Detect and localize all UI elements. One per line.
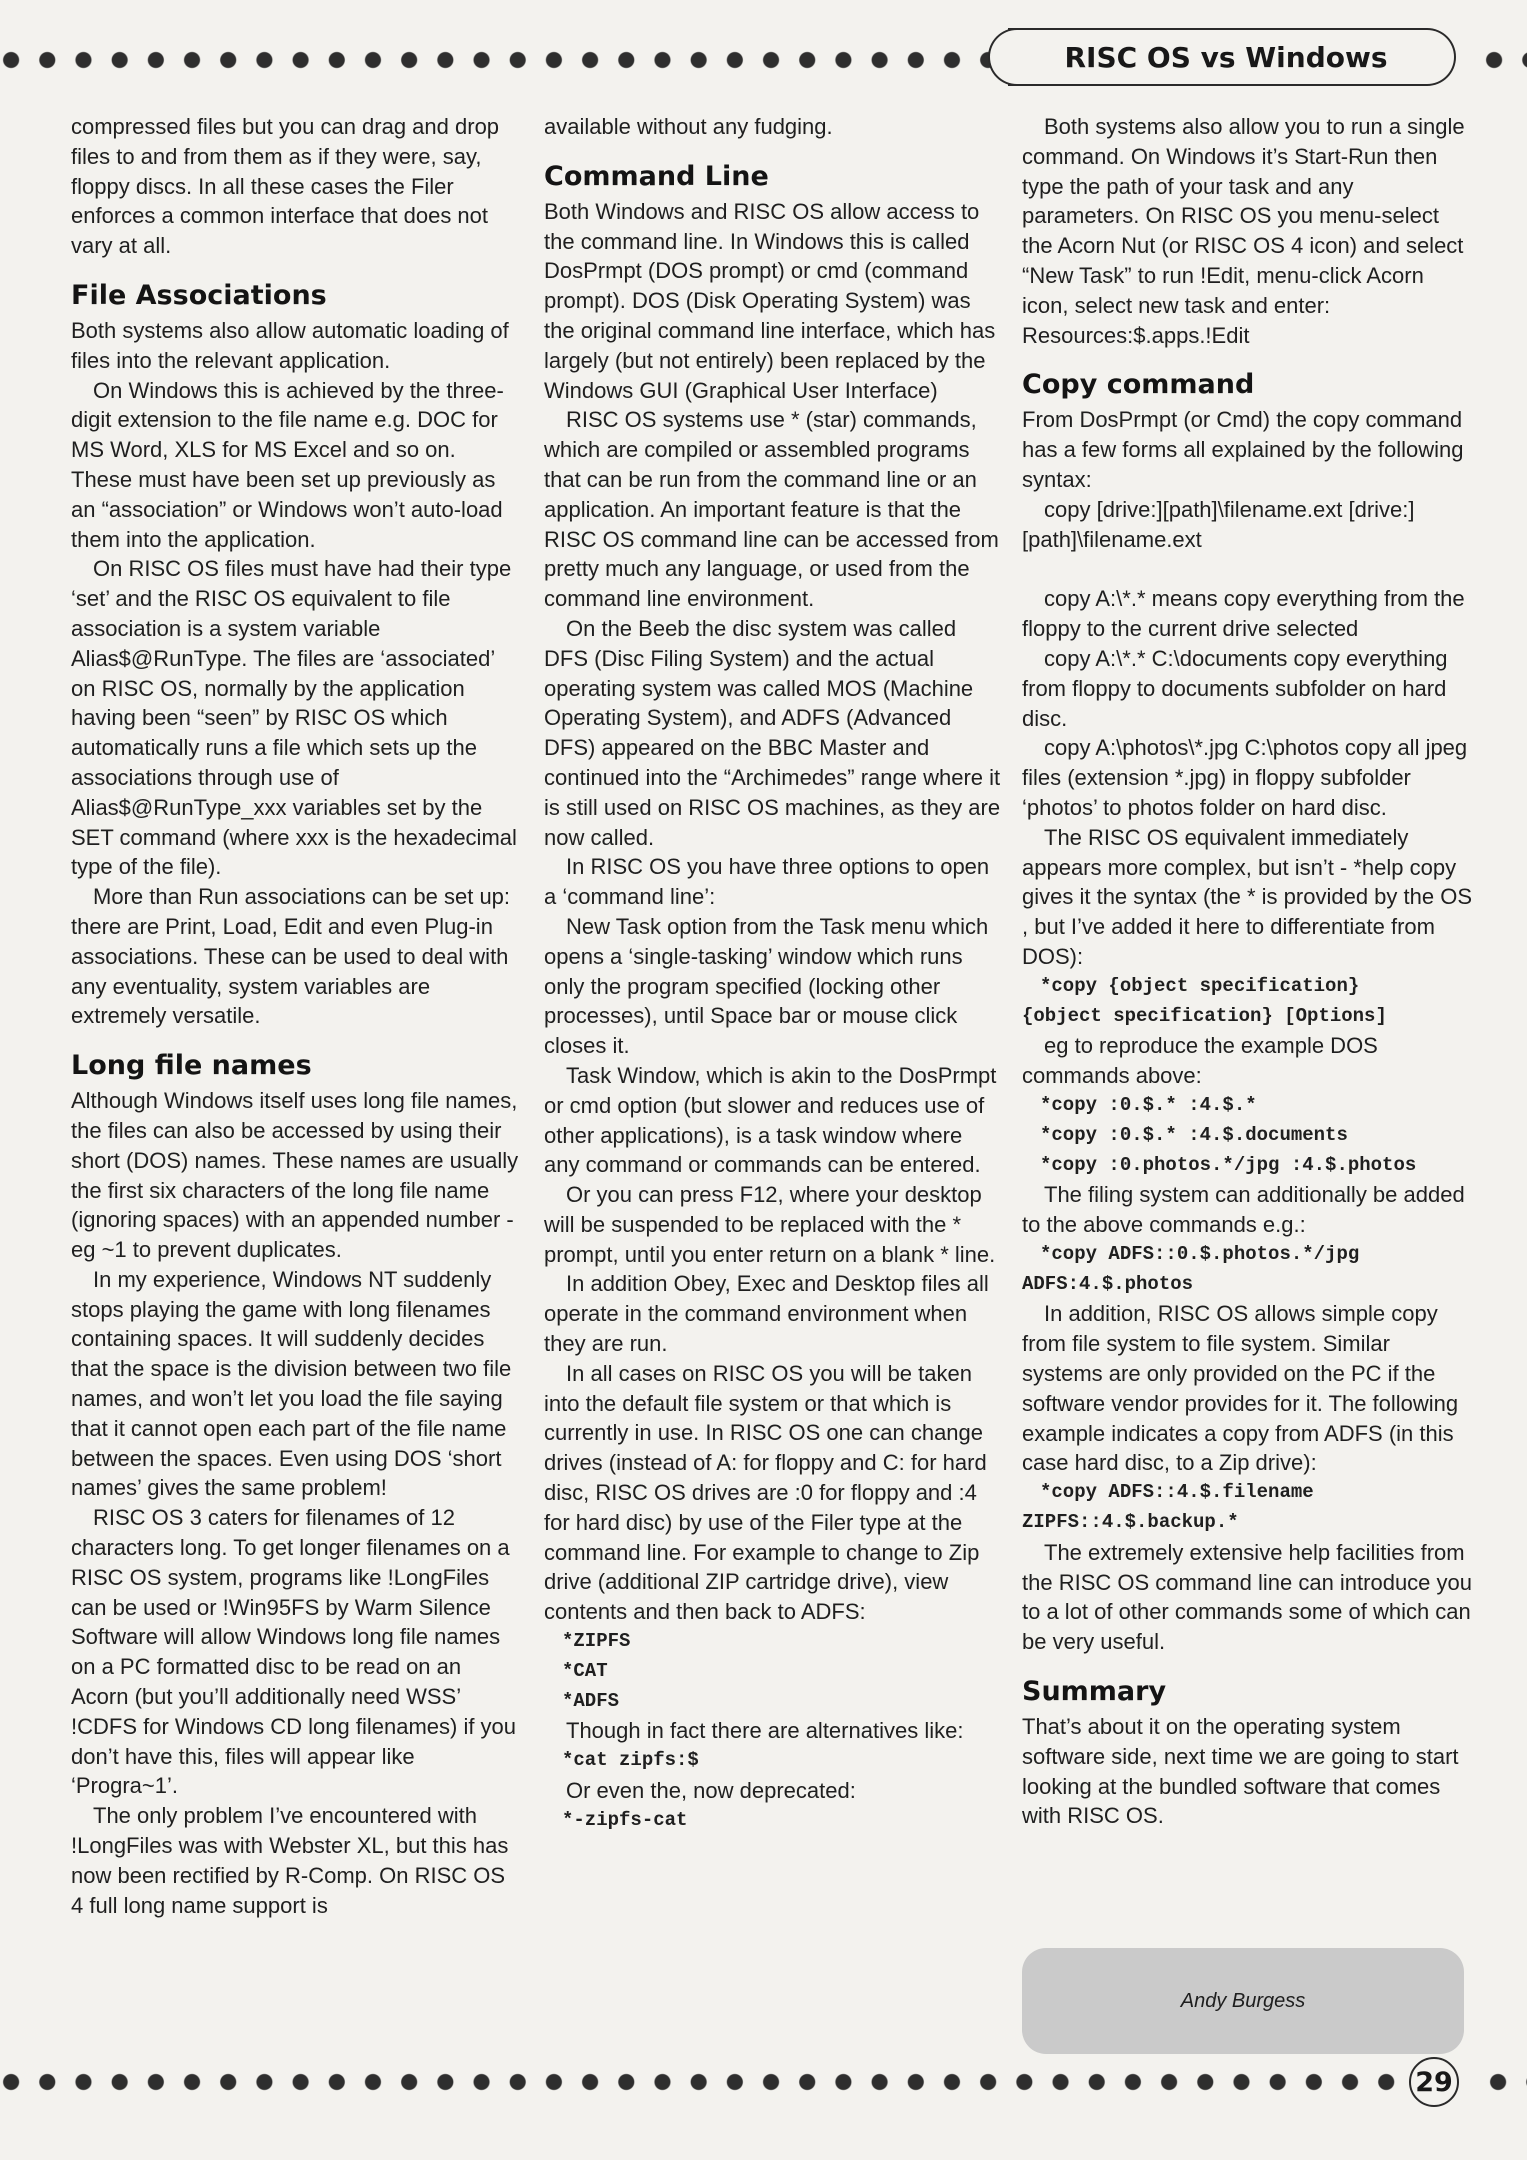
header-dot-rule-end [1472, 48, 1527, 72]
code-line: {object specification} [Options] [1022, 1004, 1387, 1027]
article-column-3 [1022, 112, 1472, 1831]
heading-copy-command: Copy command [1022, 369, 1255, 401]
paragraph: copy A:\*.* means copy everything from the floppy to the current drive selected [1022, 586, 1465, 642]
code-line: ADFS:4.$.photos [1022, 1272, 1194, 1295]
author-byline-box [1022, 1948, 1464, 2054]
code-line: *ADFS [562, 1689, 620, 1712]
paragraph: Although Windows itself uses long file names, the files can also be accessed by using their short (DOS) names. These names are usually the first six characters of the long file name (ignoring spaces) with an appended number - eg ~1 to prevent duplicates. [71, 1088, 519, 1263]
paragraph: available without any fudging. [544, 114, 833, 139]
footer-dot-rule-end [1476, 2070, 1527, 2094]
paragraph: On Windows this is achieved by the three-digit extension to the file name e.g. DOC for MS Word, XLS for MS Excel and so on. These must have been set up previously as an “association” or Windows won’t auto-load them into the application. [71, 377, 504, 552]
paragraph: In addition Obey, Exec and Desktop files all operate in the command environment when they are run. [544, 1271, 989, 1357]
heading-summary: Summary [1022, 1676, 1167, 1708]
code-line: *copy {object specification} [1040, 974, 1360, 997]
paragraph: Or even the, now deprecated: [566, 1778, 856, 1804]
paragraph: In my experience, Windows NT suddenly stops playing the game with long filenames containing spaces. It will suddenly decides that the space is the division between two file names, and won’t let you load the file saying that it cannot open each part of the file name between the spaces. Even using DOS ‘short names’ gives the same problem! [71, 1266, 512, 1501]
code-line: *copy :0.$.* :4.$.* [1040, 1093, 1257, 1116]
author-name: Andy Burgess [1180, 1989, 1306, 2012]
code-line: *cat zipfs:$ [562, 1749, 699, 1772]
paragraph: eg to reproduce the example DOS commands above: [1022, 1033, 1378, 1089]
paragraph: copy A:\photos\*.jpg C:\photos copy all jpeg files (extension *.jpg) in floppy subfolder ‘photos’ to photos folder on hard disc. [1022, 735, 1468, 820]
spacer [1022, 554, 1472, 584]
page-number: 29 [1415, 2066, 1453, 2098]
paragraph: The extremely extensive help facilities from the RISC OS command line can introduce you to a lot of other commands some of which can be very useful. [1022, 1539, 1473, 1655]
paragraph: Both systems also allow you to run a single command. On Windows it’s Start-Run then type the path of your task and any parameters. On RISC OS you menu-select the Acorn Nut (or RISC OS 4 icon) and select “New Task” to run !Edit, menu-click Acorn icon, select new task and enter: Resources:$.apps.!Edit [1022, 114, 1465, 348]
paragraph: The filing system can additionally be added to the above commands e.g.: [1022, 1182, 1465, 1238]
code-line: *copy :0.photos.*/jpg :4.$.photos [1040, 1153, 1417, 1176]
heading-long-file-names: Long file names [71, 1050, 312, 1082]
paragraph: RISC OS systems use * (star) commands, which are compiled or assembled programs that can be run from the command line or an application. An important feature is that the RISC OS command line can be accessed from pretty much any language, or used from the command line environment. [544, 407, 999, 612]
paragraph: Or you can press F12, where your desktop will be suspended to be replaced with the * prompt, until you enter return on a blank * line. [544, 1182, 996, 1267]
paragraph: More than Run associations can be set up: there are Print, Load, Edit and even Plug-in associations. These can be used to deal with any eventuality, system variables are extremely versatile. [71, 884, 511, 1029]
footer-dot-rule [0, 2070, 1398, 2094]
section-title: RISC OS vs Windows [1064, 40, 1388, 74]
code-line: *copy ADFS::4.$.filename [1040, 1481, 1314, 1504]
code-line: *CAT [562, 1659, 608, 1682]
code-line: *ZIPFS [562, 1630, 631, 1653]
section-title-tab [1008, 28, 1456, 86]
article-column-2 [544, 112, 1002, 1836]
paragraph: That’s about it on the operating system software side, next time we are going to start looking at the bundled software that comes with RISC OS. [1022, 1714, 1459, 1829]
paragraph: In addition, RISC OS allows simple copy from file system to file system. Similar systems are only provided on the PC if the software vendor provides for it. The following example indicates a copy from ADFS (in this case hard disc, to a Zip drive): [1022, 1301, 1459, 1476]
paragraph: Both systems also allow automatic loading of files into the relevant application. [71, 317, 509, 373]
code-line: *copy :0.$.* :4.$.documents [1040, 1123, 1348, 1146]
code-line: *copy ADFS::0.$.photos.*/jpg [1040, 1242, 1360, 1265]
paragraph: In all cases on RISC OS you will be taken into the default file system or that which is currently in use. In RISC OS one can change drives (instead of A: for floppy and C: for hard disc, RISC OS drives are :0 for floppy and :4 for hard disc) by use of the Filer type at the command line. For example to change to Zip drive (additional ZIP cartridge drive), view contents and then back to ADFS: [544, 1360, 987, 1625]
paragraph: RISC OS 3 caters for filenames of 12 characters long. To get longer filenames on a RISC OS system, programs like !LongFiles can be used or !Win95FS by Warm Silence Software will allow Windows long file names on a PC formatted disc to be read on an Acorn (but you’ll additionally need WSS’ !CDFS for Windows CD long filenames) if you don’t have this, files will appear like ‘Progra~1’. [71, 1505, 517, 1799]
paragraph: From DosPrmpt (or Cmd) the copy command has a few forms all explained by the following syntax: [1022, 407, 1464, 492]
header-dot-rule [0, 48, 1010, 72]
heading-file-associations: File Associations [71, 279, 327, 311]
code-line: *-zipfs-cat [562, 1808, 688, 1831]
article-column-1 [71, 112, 519, 1920]
paragraph: copy [drive:][path]\filename.ext [drive:][path]\filename.ext [1022, 496, 1415, 552]
paragraph: Though in fact there are alternatives like: [566, 1718, 964, 1744]
paragraph: The RISC OS equivalent immediately appears more complex, but isn’t - *help copy gives it the syntax (the * is provided by the OS , but I’ve added it here to differentiate from DOS): [1022, 824, 1473, 969]
paragraph: Both Windows and RISC OS allow access to the command line. In Windows this is called DosPrmpt (DOS prompt) or cmd (command prompt). DOS (Disk Operating System) was the original command line interface, which has largely (but not entirely) been replaced by the Windows GUI (Graphical User Interface) [544, 198, 996, 403]
paragraph: On the Beeb the disc system was called DFS (Disc Filing System) and the actual operating system was called MOS (Machine Operating System), and ADFS (Advanced DFS) appeared on the BBC Master and continued into the “Archimedes” range where it is still used on RISC OS machines, as they are now called. [544, 615, 1001, 850]
page-number-badge [1409, 2057, 1459, 2107]
paragraph: In RISC OS you have three options to open a ‘command line’: [544, 854, 990, 910]
paragraph: copy A:\*.* C:\documents copy everything from floppy to documents subfolder on hard disc. [1022, 645, 1448, 731]
code-line: ZIPFS::4.$.backup.* [1022, 1511, 1239, 1534]
heading-command-line: Command Line [544, 160, 769, 192]
paragraph: compressed files but you can drag and drop files to and from them as if they were, say, floppy discs. In all these cases the Filer enforces a common interface that does not vary at all. [71, 114, 500, 259]
paragraph: New Task option from the Task menu which opens a ‘single-tasking’ window which runs only the program specified (locking other processes), until Space bar or mouse click closes it. [544, 913, 989, 1059]
paragraph: On RISC OS files must have had their type ‘set’ and the RISC OS equivalent to file association is a system variable Alias$@RunType. The files are ‘associated’ on RISC OS, normally by the application having been “seen” by RISC OS which automatically runs a file which sets up the associations through use of Alias$@RunType_xxx variables set by the SET command (where xxx is the hexadecimal type of the file). [71, 556, 517, 880]
paragraph: Task Window, which is akin to the DosPrmpt or cmd option (but slower and reduces use of other applications), is a task window where any command or commands can be entered. [544, 1062, 997, 1178]
paragraph: The only problem I’ve encountered with !LongFiles was with Webster XL, but this has now been rectified by R-Comp. On RISC OS 4 full long name support is [71, 1803, 509, 1918]
